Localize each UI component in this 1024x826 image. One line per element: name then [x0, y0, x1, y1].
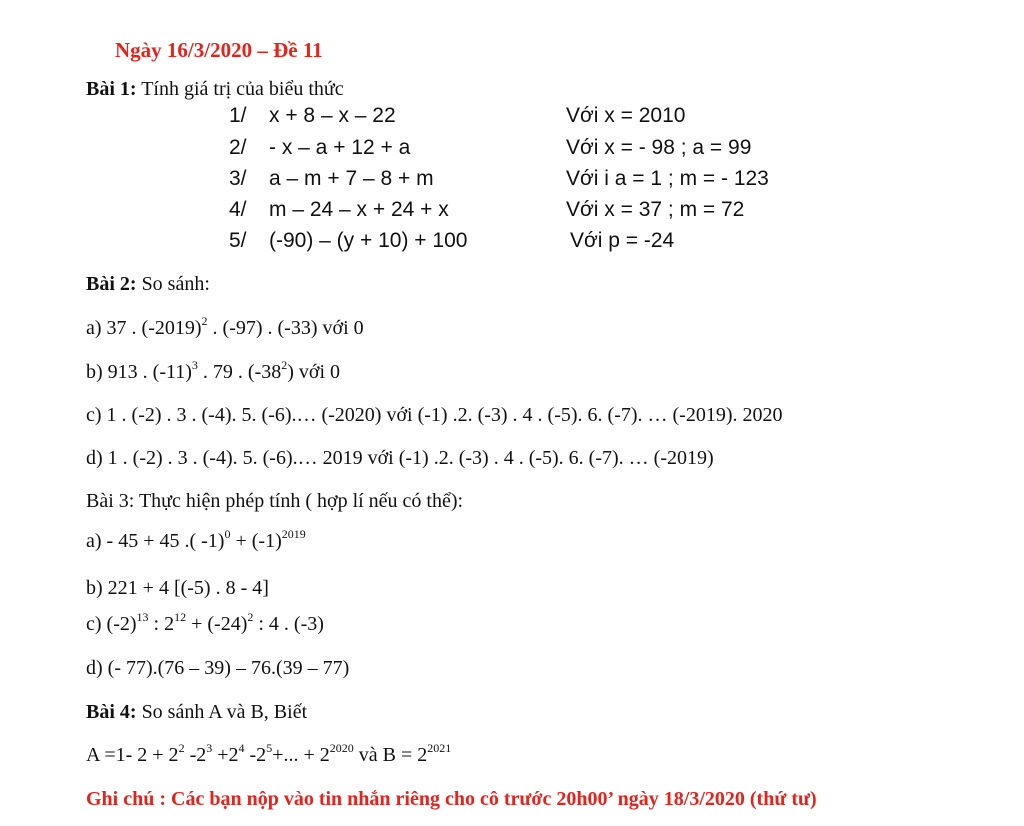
bai3-item-c — [86, 612, 324, 636]
bai3-c-exponent: 2 — [247, 610, 254, 625]
bai3-a-text: a) - 45 + 45 .( -1) — [86, 530, 225, 552]
bai1-item-5 — [229, 228, 467, 254]
bai3-c-exponent: 12 — [174, 610, 187, 625]
bai2-item-d: d) 1 . (-2) . 3 . (-4). 5. (-6).… 2019 với (-1) .2. (-3) . 4 . (-5). 6. (-7). … (-2019) — [86, 447, 714, 469]
bai3-a-exponent: 2019 — [281, 527, 306, 542]
bai3-c-text: + (-24) — [186, 613, 248, 635]
bai1-item-2-cond: Với x = - 98 ; a = 99 — [566, 136, 752, 159]
bai4-label: Bài 4: — [86, 701, 137, 723]
bai4-formula-text: và B = 2 — [353, 744, 428, 766]
bai2-item-c: c) 1 . (-2) . 3 . (-4). 5. (-6).… (-2020) với (-1) .2. (-3) . 4 . (-5). 6. (-7). … (-2019). 2020 — [86, 404, 783, 426]
bai3-a-text: + (-1) — [230, 530, 282, 552]
bai2-a-text: . (-97) . (-33) với 0 — [207, 317, 364, 339]
bai4-formula-text: -2 — [184, 744, 207, 766]
bai3-c-text: : 2 — [148, 613, 175, 635]
bai2-a-exponent: 2 — [201, 314, 208, 329]
bai3-item-d: d) (- 77).(76 – 39) – 76.(39 – 77) — [86, 657, 350, 679]
bai4-formula-text: -2 — [244, 744, 267, 766]
bai4-formula-exponent: 4 — [238, 741, 245, 756]
bai2-b-exponent: 2 — [281, 358, 288, 373]
bai4-formula-exponent: 5 — [266, 741, 273, 756]
bai3-c-text: : 4 . (-3) — [253, 613, 324, 635]
bai4-formula-exponent: 2021 — [427, 741, 452, 756]
bai1-item-num: 3/ — [229, 167, 247, 190]
bai1-item-expr: a – m + 7 – 8 + m — [269, 167, 434, 190]
bai1-item-expr: - x – a + 12 + a — [269, 136, 411, 159]
bai1-item-1 — [229, 103, 396, 129]
bai2-b-text: . 79 . (-38 — [197, 361, 282, 383]
bai1-item-expr: m – 24 – x + 24 + x — [269, 198, 449, 221]
bai1-item-1-cond: Với x = 2010 — [566, 104, 686, 127]
bai1-item-3-cond: Với i a = 1 ; m = - 123 — [566, 167, 769, 190]
bai2-b-text: ) với 0 — [287, 361, 341, 383]
bai4-formula-exponent: 2 — [178, 741, 185, 756]
bai1-item-3 — [229, 166, 434, 192]
bai4-desc: So sánh A và B, Biết — [136, 701, 308, 723]
bai3-item-a — [86, 529, 306, 553]
bai4-heading — [86, 700, 307, 724]
bai2-label: Bài 2: — [86, 273, 137, 295]
note: Ghi chú : Các bạn nộp vào tin nhắn riêng cho cô trước 20h00’ ngày 18/3/2020 (thứ tư) — [86, 788, 817, 810]
bai1-desc: Tính giá trị của biểu thức — [136, 78, 344, 100]
bai2-heading — [86, 272, 210, 296]
bai1-item-4-cond: Với x = 37 ; m = 72 — [566, 198, 745, 221]
bai1-label: Bài 1: — [86, 78, 137, 100]
bai3-c-text: c) (-2) — [86, 613, 137, 635]
bai4-formula-text: A =1- 2 + 2 — [86, 744, 179, 766]
bai3-heading: Bài 3: Thực hiện phép tính ( hợp lí nếu có thể): — [86, 490, 464, 512]
bai1-item-2 — [229, 135, 410, 161]
bai1-item-num: 2/ — [229, 136, 247, 159]
bai2-item-b — [86, 360, 340, 384]
page-title: Ngày 16/3/2020 – Đề 11 — [115, 38, 323, 62]
bai3-c-exponent: 13 — [136, 610, 149, 625]
bai4-formula-text: +... + 2 — [272, 744, 330, 766]
bai1-item-5-cond: Với p = -24 — [570, 229, 675, 252]
bai1-item-num: 4/ — [229, 198, 247, 221]
bai3-a-exponent: 0 — [224, 527, 231, 542]
bai2-item-a — [86, 316, 364, 340]
bai4-formula-exponent: 3 — [206, 741, 213, 756]
bai4-formula — [86, 743, 451, 767]
bai2-b-exponent: 3 — [191, 358, 198, 373]
bai1-item-expr: x + 8 – x – 22 — [269, 104, 396, 127]
bai4-formula-text: +2 — [212, 744, 239, 766]
bai1-item-num: 1/ — [229, 104, 247, 127]
bai2-a-text: a) 37 . (-2019) — [86, 317, 202, 339]
bai1-item-4 — [229, 197, 449, 223]
bai1-heading — [86, 77, 344, 101]
bai4-formula-exponent: 2020 — [329, 741, 354, 756]
bai1-item-num: 5/ — [229, 229, 247, 252]
bai1-item-expr: (-90) – (y + 10) + 100 — [269, 229, 468, 252]
bai2-b-text: b) 913 . (-11) — [86, 361, 192, 383]
bai2-desc: So sánh: — [136, 273, 210, 295]
bai3-item-b: b) 221 + 4 [(-5) . 8 - 4] — [86, 577, 269, 599]
